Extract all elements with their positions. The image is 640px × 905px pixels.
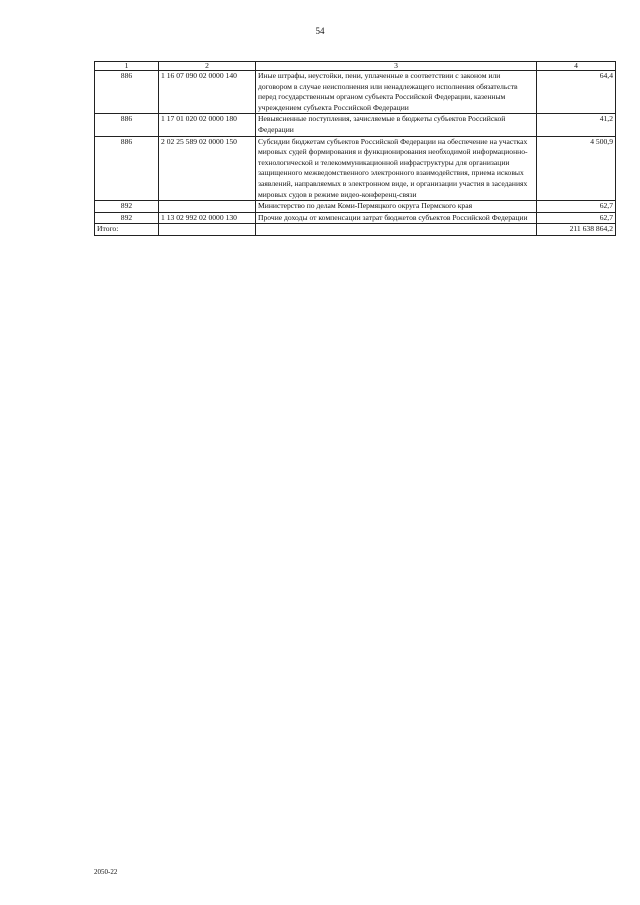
column-header-1: 1 [95, 62, 159, 71]
admin-code-cell: 886 [95, 71, 159, 114]
budget-revenue-table [94, 61, 616, 236]
page-number: 54 [315, 26, 325, 36]
column-header-2: 2 [159, 62, 256, 71]
kbk-code-cell: 1 17 01 020 02 0000 180 [159, 114, 256, 136]
table-row [95, 212, 616, 224]
total-amount: 211 638 864,2 [537, 224, 616, 236]
table-header-row [95, 62, 616, 71]
table-row [95, 136, 616, 201]
admin-code-cell: 886 [95, 114, 159, 136]
table-row [95, 71, 616, 114]
income-name-cell: Субсидии бюджетам субъектов Российской Федерации на обеспечение на участках мировых судей формирования и функционирования необходимой информационно-технологической и телекоммуникационной инфраструктуры для организации защищенного межведомственного электронного взаимодействия, приема исковых заявлений, направляемых в электронном виде, и организации участия в заседаниях мировых судов в режиме видео-конференц-связи [256, 136, 537, 201]
total-row [95, 224, 616, 236]
table-row [95, 201, 616, 213]
table-row [95, 114, 616, 136]
column-header-3: 3 [256, 62, 537, 71]
kbk-code-cell: 1 13 02 992 02 0000 130 [159, 212, 256, 224]
kbk-code-cell: 1 16 07 090 02 0000 140 [159, 71, 256, 114]
empty-cell [159, 224, 256, 236]
amount-cell: 64,4 [537, 71, 616, 114]
admin-code-cell: 892 [95, 212, 159, 224]
income-name-cell: Министерство по делам Коми-Пермяцкого округа Пермского края [256, 201, 537, 213]
kbk-code-cell [159, 201, 256, 213]
document-code: 2050-22 [94, 868, 118, 876]
admin-code-cell: 886 [95, 136, 159, 201]
income-name-cell: Иные штрафы, неустойки, пени, уплаченные в соответствии с законом или договором в случае неисполнения или ненадлежащего исполнения обязательств перед государственным органом субъекта Российской Федерации, казенным учреждением субъекта Российской Федерации [256, 71, 537, 114]
amount-cell: 41,2 [537, 114, 616, 136]
total-label: Итого: [95, 224, 159, 236]
amount-cell: 62,7 [537, 201, 616, 213]
income-name-cell: Прочие доходы от компенсации затрат бюджетов субъектов Российской Федерации [256, 212, 537, 224]
column-header-4: 4 [537, 62, 616, 71]
income-name-cell: Невыясненные поступления, зачисляемые в бюджеты субъектов Российской Федерации [256, 114, 537, 136]
kbk-code-cell: 2 02 25 589 02 0000 150 [159, 136, 256, 201]
amount-cell: 62,7 [537, 212, 616, 224]
admin-code-cell: 892 [95, 201, 159, 213]
amount-cell: 4 500,9 [537, 136, 616, 201]
empty-cell [256, 224, 537, 236]
